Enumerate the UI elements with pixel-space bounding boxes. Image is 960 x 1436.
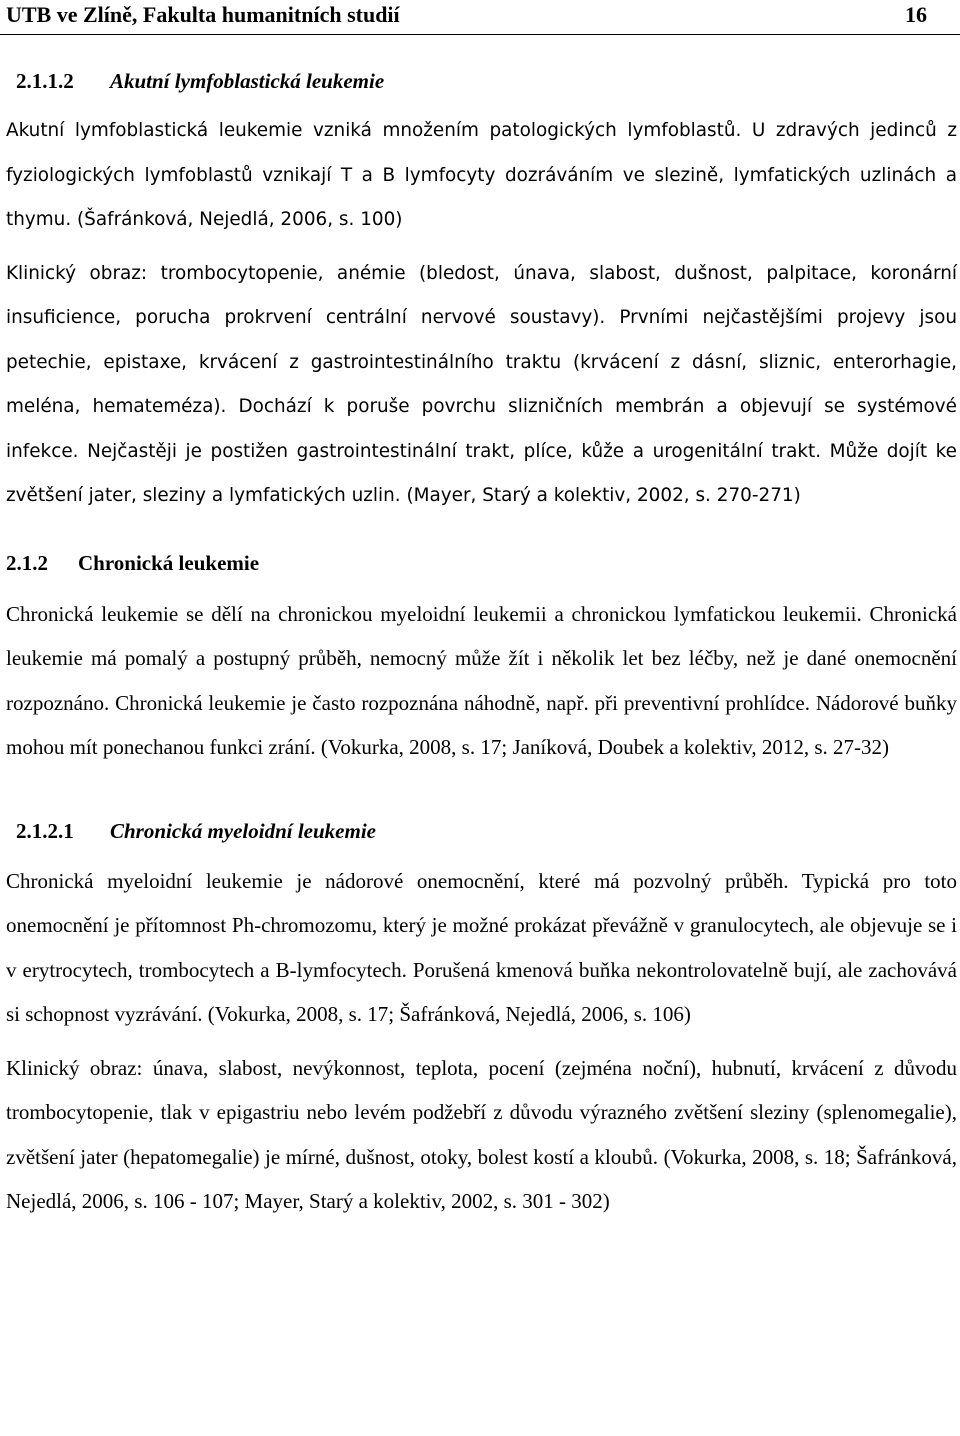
paragraph: Chronická myeloidní leukemie je nádorové onemocnění, které má pozvolný průběh. Typická pro toto onemocnění je přítomnost Ph-chromozomu, který je možné prokázat převážně v granulocytech, ale objevuje se i v erytrocytech, trombocytech a B-lymfocytech. Porušená kmenová buňka nekontrolovatelně bují, ale zachovává si schopnost vyzrávání. (Vokurka, 2008, s. 17; Šafránková, Nejedlá, 2006, s. 106)	[6, 868, 957, 1026]
section-heading-2-1-1-2	[16, 56, 957, 106]
paragraph-part: Prvními nejčastějšími projevy jsou petechie, epistaxe, krvácení z gastrointestinálního traktu (krvácení z dásní, sliznic, enterorhagie, meléna, hemateméza). Dochází k poruše povrchu slizničních membrán a objevují se systémové infekce. Nejčastěji je postižen gastrointestinální trakt, plíce, kůže a urogenitální trakt. Může dojít ke zvětšení jater, sleziny a lymfatických uzlin. (Mayer, Starý a kolektiv, 2002, s. 270-271)	[6, 307, 957, 506]
paragraph: Akutní lymfoblastická leukemie vzniká množením patologických lymfoblastů. U zdravých jedinců z fyziologických lymfoblastů vznikají T a B lymfocyty dozráváním ve slezině, lymfatických uzlinách a thymu. (Šafránková, Nejedlá, 2006, s. 100)	[6, 120, 957, 230]
page-body	[6, 56, 957, 1224]
section-heading-2-1-2	[6, 543, 957, 583]
section-title: Chronická myeloidní leukemie	[110, 818, 376, 843]
section-heading-2-1-2-1	[16, 806, 957, 856]
section-title: Chronická leukemie	[78, 550, 260, 575]
paragraph: Klinický obraz: únava, slabost, nevýkonnost, teplota, pocení (zejména noční), hubnutí, krvácení z důvodu trombocytopenie, tlak v epigastriu nebo levém podžebří z důvodu výrazného zvětšení sleziny (splenomegalie), zvětšení jater (hepatomegalie) je mírné, dušnost, otoky, bolest kostí a kloubů. (Vokurka, 2008, s. 18; Šafránková, Nejedlá, 2006, s. 106 - 107; Mayer, Starý a kolektiv, 2002, s. 301 - 302)	[6, 1055, 957, 1213]
section-number: 2.1.2	[6, 550, 48, 575]
section-number: 2.1.2.1	[16, 818, 74, 843]
paragraph-part: Klinický obraz: trombocytopenie, anémie (bledost, únava, slabost, dušnost, palpitace, koronární insuficience, porucha prokrvení centrální nervové soustavy).	[6, 262, 957, 328]
section-number: 2.1.1.2	[16, 69, 74, 93]
section-title: Akutní lymfoblastická leukemie	[110, 69, 385, 93]
header-rule	[0, 34, 960, 35]
header-institution: UTB ve Zlíně, Fakulta humanitních studií	[6, 2, 400, 27]
header-page-number: 16	[905, 2, 927, 27]
paragraph: Chronická leukemie se dělí na chronickou myeloidní leukemii a chronickou lymfatickou leukemii. Chronická leukemie má pomalý a postupný průběh, nemocný může žít i několik let bez léčby, než je dané onemocnění rozpoznáno. Chronická leukemie je často rozpoznána náhodně, např. při preventivní prohlídce. Nádorové buňky mohou mít ponechanou funkci zrání. (Vokurka, 2008, s. 17; Janíková, Doubek a kolektiv, 2012, s. 27-32)	[6, 601, 957, 759]
paragraph	[6, 252, 957, 519]
running-header	[6, 0, 958, 30]
